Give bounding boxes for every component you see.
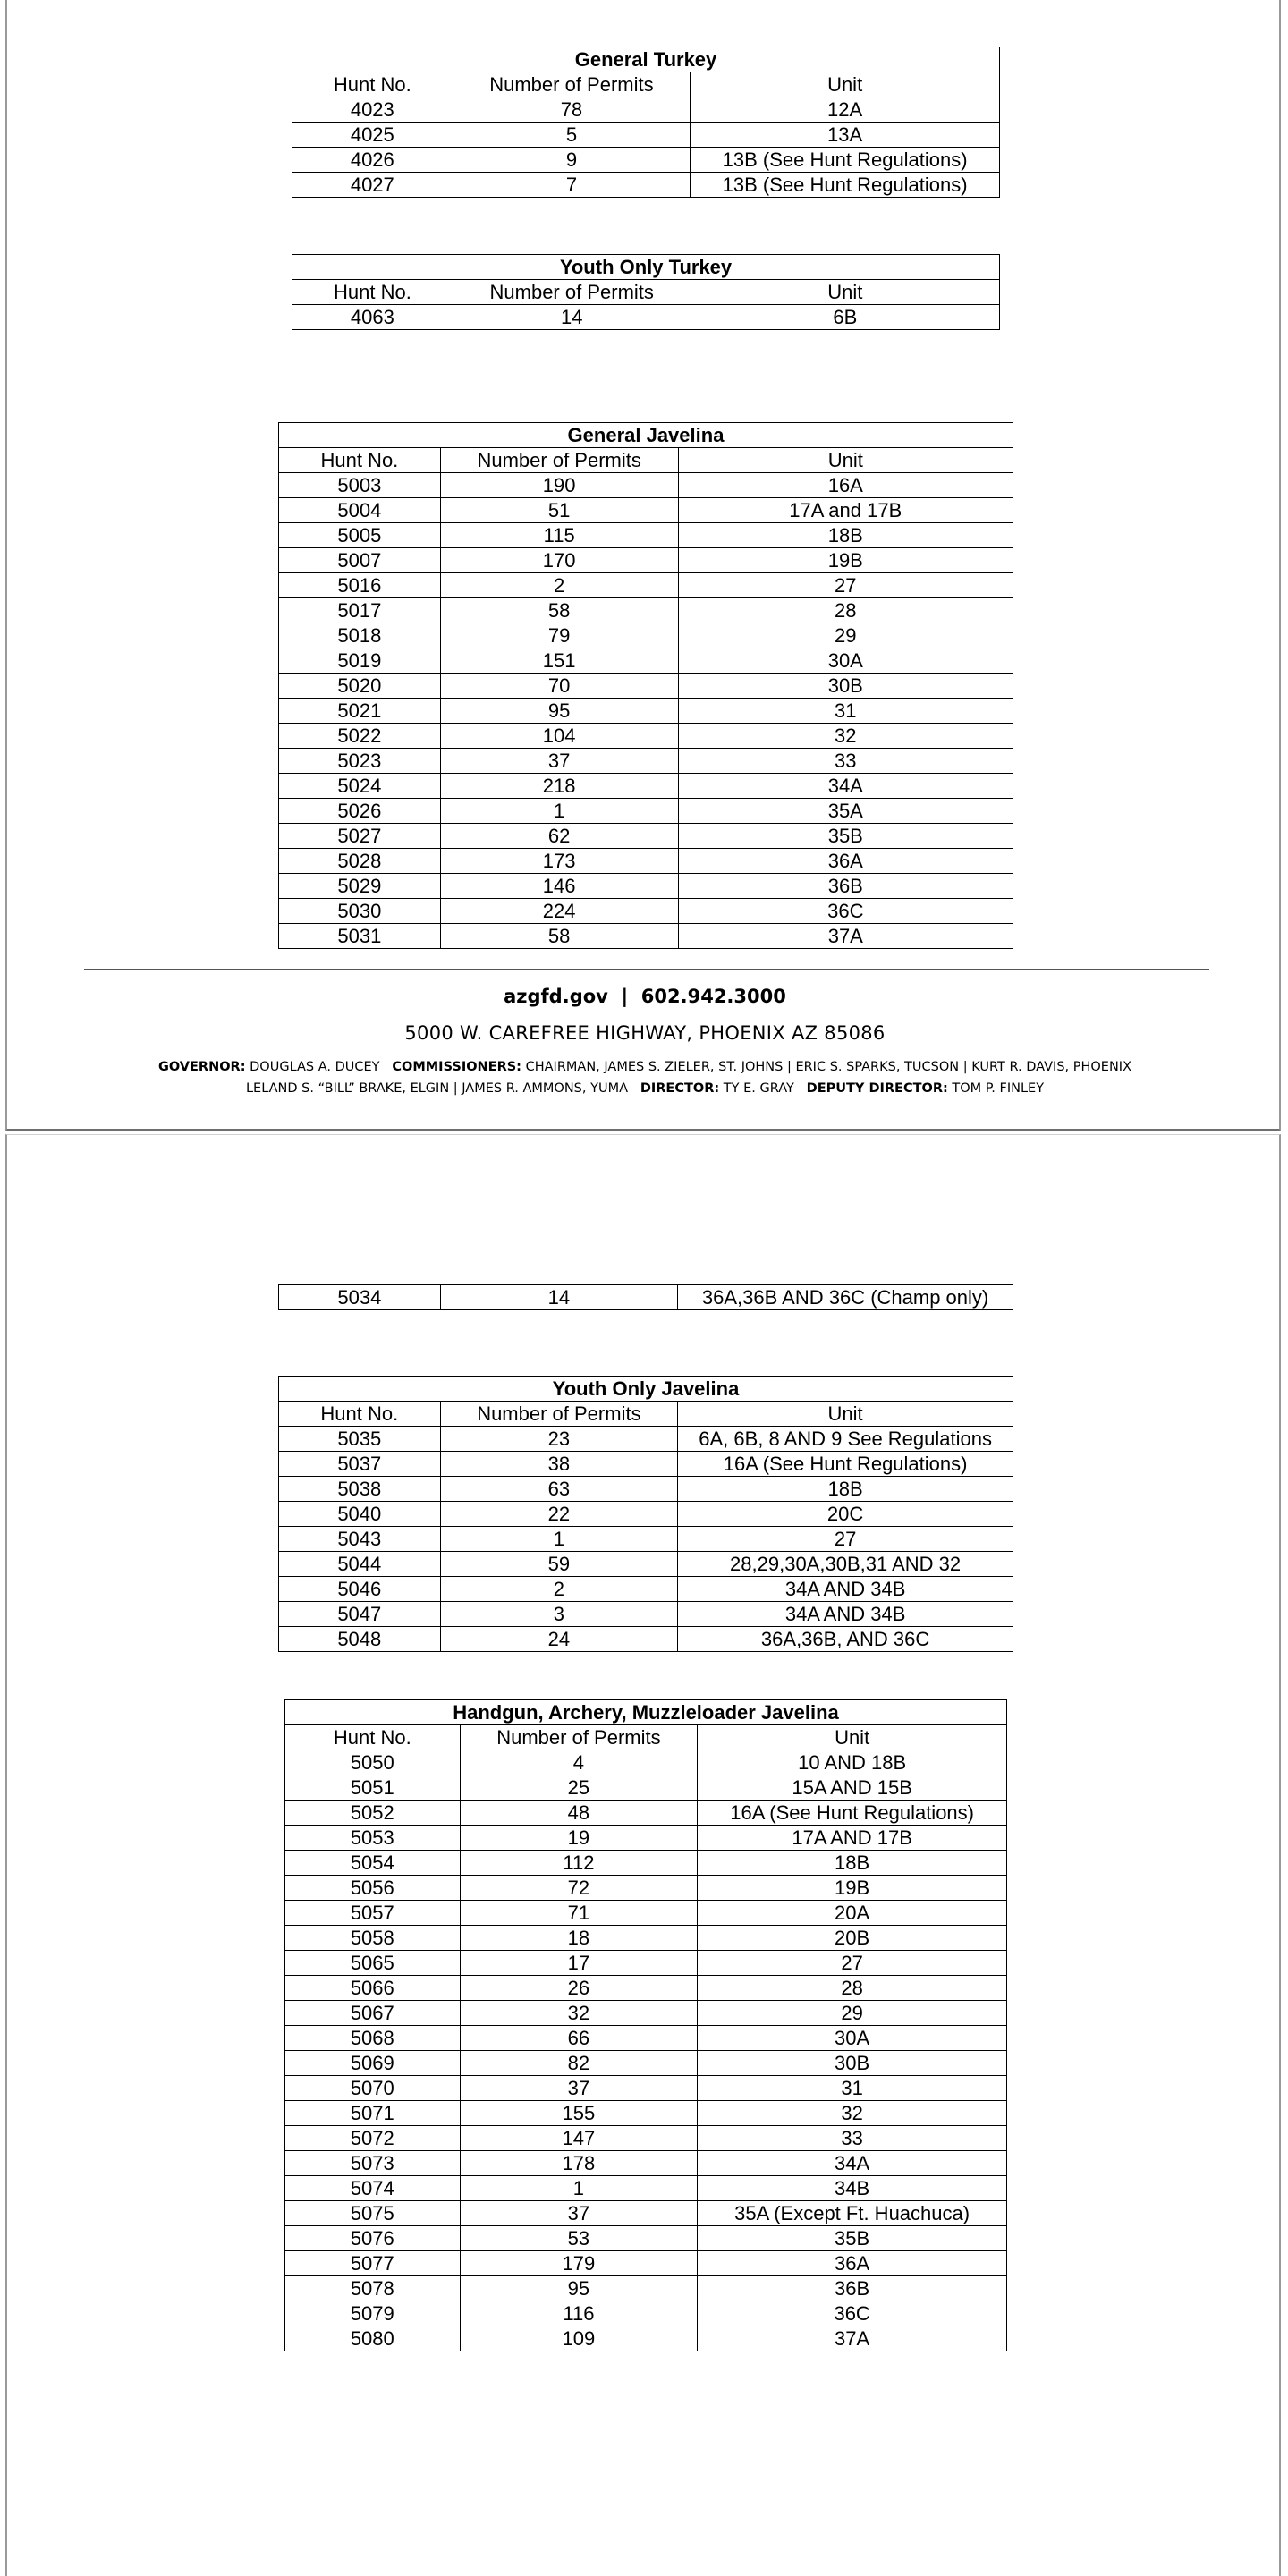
table-row (285, 1901, 1007, 1926)
permit-count-cell: 9 (453, 148, 691, 173)
director-name: TY E. GRAY (723, 1081, 794, 1096)
table-header-row (292, 72, 1000, 97)
table-row (279, 899, 1013, 924)
hunt-number-cell: 5046 (279, 1577, 441, 1602)
table-row (285, 2201, 1007, 2226)
permit-count-cell: 32 (460, 2001, 698, 2026)
hunt-number-cell: 4026 (292, 148, 453, 173)
permit-count-cell: 170 (440, 548, 678, 573)
column-header: Number of Permits (440, 448, 678, 473)
hunt-number-cell: 5068 (285, 2026, 461, 2051)
table-row (285, 1951, 1007, 1976)
permit-count-cell: 24 (440, 1627, 678, 1652)
permit-count-cell: 63 (440, 1477, 678, 1502)
table-row (285, 2151, 1007, 2176)
hunt-number-cell: 5030 (279, 899, 441, 924)
unit-cell: 15A AND 15B (698, 1775, 1007, 1801)
hunt-number-cell: 5035 (279, 1427, 441, 1452)
permit-count-cell: 112 (460, 1851, 698, 1876)
column-header: Unit (698, 1725, 1007, 1750)
permit-count-cell: 70 (440, 674, 678, 699)
permit-count-cell: 82 (460, 2051, 698, 2076)
hunt-number-cell: 5022 (279, 724, 441, 749)
table-row (279, 799, 1013, 824)
unit-cell: 13B (See Hunt Regulations) (691, 148, 1000, 173)
table-row (285, 2326, 1007, 2351)
hunt-number-cell: 5037 (279, 1452, 441, 1477)
unit-cell: 16A (See Hunt Regulations) (698, 1801, 1007, 1826)
unit-cell: 31 (698, 2076, 1007, 2101)
unit-cell: 18B (678, 1477, 1013, 1502)
permit-count-cell: 179 (460, 2251, 698, 2276)
table-row (279, 623, 1013, 648)
table-title: General Turkey (292, 47, 1000, 72)
table-row (279, 749, 1013, 774)
permit-count-cell: 72 (460, 1876, 698, 1901)
permit-count-cell: 5 (453, 123, 691, 148)
permit-count-cell: 3 (440, 1602, 678, 1627)
table-row (285, 1775, 1007, 1801)
unit-cell: 16A (See Hunt Regulations) (678, 1452, 1013, 1477)
commissioners-label: COMMISSIONERS: (392, 1060, 521, 1074)
table-row (285, 1851, 1007, 1876)
hunt-number-cell: 5016 (279, 573, 441, 598)
permit-count-cell: 48 (460, 1801, 698, 1826)
table-row (279, 724, 1013, 749)
column-header: Hunt No. (292, 280, 453, 305)
permit-count-cell: 17 (460, 1951, 698, 1976)
footer-phone: 602.942.3000 (640, 986, 786, 1007)
permit-count-cell: 173 (440, 849, 678, 874)
hunt-number-cell: 5070 (285, 2076, 461, 2101)
table-row (279, 874, 1013, 899)
unit-cell: 32 (698, 2101, 1007, 2126)
permit-count-cell: 95 (460, 2276, 698, 2301)
unit-cell: 30B (698, 2051, 1007, 2076)
hunt-number-cell: 5027 (279, 824, 441, 849)
hunt-number-cell: 5079 (285, 2301, 461, 2326)
permit-count-cell: 51 (440, 498, 678, 523)
hunt-number-cell: 5007 (279, 548, 441, 573)
table-row (279, 1285, 1013, 1310)
unit-cell: 35B (678, 824, 1013, 849)
permit-count-cell: 4 (460, 1750, 698, 1775)
hunt-number-cell: 4027 (292, 173, 453, 198)
unit-cell: 28 (698, 1976, 1007, 2001)
permit-count-cell: 151 (440, 648, 678, 674)
table-row (285, 2001, 1007, 2026)
hunt-number-cell: 5029 (279, 874, 441, 899)
table-title-row (292, 255, 1000, 280)
hunt-number-cell: 5052 (285, 1801, 461, 1826)
hunt-number-cell: 5003 (279, 473, 441, 498)
hunt-number-cell: 5078 (285, 2276, 461, 2301)
hunt-number-cell: 5051 (285, 1775, 461, 1801)
table-row (285, 1801, 1007, 1826)
permit-count-cell: 37 (440, 749, 678, 774)
table-row (279, 1427, 1013, 1452)
table-row (279, 598, 1013, 623)
hunt-number-cell: 4063 (292, 305, 453, 330)
table-title-row (279, 1377, 1013, 1402)
column-header: Hunt No. (279, 1402, 441, 1427)
permit-count-cell: 2 (440, 573, 678, 598)
table-row (279, 573, 1013, 598)
unit-cell: 20A (698, 1901, 1007, 1926)
footer-contact (7, 986, 1283, 1007)
hunt-number-cell: 5019 (279, 648, 441, 674)
unit-cell: 29 (698, 2001, 1007, 2026)
table-row (285, 1750, 1007, 1775)
permit-count-cell: 155 (460, 2101, 698, 2126)
table-row (279, 548, 1013, 573)
hunt-number-cell: 5040 (279, 1502, 441, 1527)
hunt-number-cell: 5067 (285, 2001, 461, 2026)
governor-label: GOVERNOR: (157, 1060, 246, 1074)
table-row (279, 648, 1013, 674)
unit-cell: 27 (698, 1951, 1007, 1976)
unit-cell: 30A (698, 2026, 1007, 2051)
unit-cell: 35B (698, 2226, 1007, 2251)
hunt-number-cell: 5072 (285, 2126, 461, 2151)
table-row (279, 674, 1013, 699)
document-page-2 (5, 1134, 1281, 2576)
table-title: Handgun, Archery, Muzzleloader Javelina (285, 1700, 1007, 1725)
unit-cell: 28 (678, 598, 1013, 623)
table-row (279, 498, 1013, 523)
permit-count-cell: 26 (460, 1976, 698, 2001)
deputy-director-label: DEPUTY DIRECTOR: (806, 1081, 948, 1096)
hunt-number-cell: 5054 (285, 1851, 461, 1876)
unit-cell: 36A,36B AND 36C (Champ only) (678, 1285, 1013, 1310)
unit-cell: 34A (698, 2151, 1007, 2176)
permit-count-cell: 18 (460, 1926, 698, 1951)
column-header: Hunt No. (285, 1725, 461, 1750)
permit-count-cell: 178 (460, 2151, 698, 2176)
permit-count-cell: 19 (460, 1826, 698, 1851)
commissioners-line-2: LELAND S. “BILL” BRAKE, ELGIN | JAMES R. AMMONS, YUMA (245, 1081, 628, 1096)
unit-cell: 16A (678, 473, 1013, 498)
table-row (285, 2226, 1007, 2251)
permit-count-cell: 218 (440, 774, 678, 799)
hunt-number-cell: 5057 (285, 1901, 461, 1926)
permit-count-cell: 37 (460, 2076, 698, 2101)
column-header: Unit (678, 1402, 1013, 1427)
table-row (285, 2176, 1007, 2201)
hunt-number-cell: 5077 (285, 2251, 461, 2276)
hunt-number-cell: 5065 (285, 1951, 461, 1976)
permit-count-cell: 78 (453, 97, 691, 123)
hunt-number-cell: 4023 (292, 97, 453, 123)
hunt-number-cell: 5076 (285, 2226, 461, 2251)
table-row (285, 1926, 1007, 1951)
column-header: Number of Permits (453, 72, 691, 97)
unit-cell: 13A (691, 123, 1000, 148)
permit-count-cell: 62 (440, 824, 678, 849)
hunt-number-cell: 5075 (285, 2201, 461, 2226)
column-header: Unit (678, 448, 1013, 473)
permit-count-cell: 2 (440, 1577, 678, 1602)
unit-cell: 29 (678, 623, 1013, 648)
permit-count-cell: 58 (440, 598, 678, 623)
hunt-number-cell: 5048 (279, 1627, 441, 1652)
unit-cell: 34A AND 34B (678, 1577, 1013, 1602)
unit-cell: 20C (678, 1502, 1013, 1527)
unit-cell: 36B (678, 874, 1013, 899)
unit-cell: 27 (678, 1527, 1013, 1552)
unit-cell: 13B (See Hunt Regulations) (691, 173, 1000, 198)
table-header-row (292, 280, 1000, 305)
hunt-number-cell: 5017 (279, 598, 441, 623)
unit-cell: 35A (Except Ft. Huachuca) (698, 2201, 1007, 2226)
permit-count-cell: 1 (440, 1527, 678, 1552)
table-row (292, 173, 1000, 198)
youth-turkey-table (292, 254, 1000, 330)
hunt-number-cell: 5053 (285, 1826, 461, 1851)
unit-cell: 17A AND 17B (698, 1826, 1007, 1851)
unit-cell: 34B (698, 2176, 1007, 2201)
hunt-number-cell: 5018 (279, 623, 441, 648)
unit-cell: 30B (678, 674, 1013, 699)
hunt-number-cell: 5031 (279, 924, 441, 949)
table-row (279, 1577, 1013, 1602)
table-header-row (285, 1725, 1007, 1750)
table-row (279, 1502, 1013, 1527)
deputy-director-name: TOM P. FINLEY (952, 1081, 1045, 1096)
table-row (279, 473, 1013, 498)
table-row (285, 2076, 1007, 2101)
unit-cell: 33 (698, 2126, 1007, 2151)
permit-count-cell: 146 (440, 874, 678, 899)
unit-cell: 17A and 17B (678, 498, 1013, 523)
column-header: Unit (691, 280, 999, 305)
unit-cell: 35A (678, 799, 1013, 824)
table-row (285, 2251, 1007, 2276)
footer-address: 5000 W. CAREFREE HIGHWAY, PHOENIX AZ 85086 (404, 1022, 886, 1044)
unit-cell: 12A (691, 97, 1000, 123)
table-row (285, 1826, 1007, 1851)
unit-cell: 19B (678, 548, 1013, 573)
unit-cell: 27 (678, 573, 1013, 598)
permit-count-cell: 1 (460, 2176, 698, 2201)
unit-cell: 34A (678, 774, 1013, 799)
hunt-number-cell: 5066 (285, 1976, 461, 2001)
hunt-number-cell: 4025 (292, 123, 453, 148)
table-row (292, 97, 1000, 123)
hunt-number-cell: 5047 (279, 1602, 441, 1627)
table-row (279, 1602, 1013, 1627)
column-header: Unit (691, 72, 1000, 97)
table-row (279, 1527, 1013, 1552)
table-row (292, 305, 1000, 330)
table-row (292, 123, 1000, 148)
table-row (279, 1477, 1013, 1502)
permit-count-cell: 7 (453, 173, 691, 198)
column-header: Hunt No. (292, 72, 453, 97)
unit-cell: 36A (678, 849, 1013, 874)
table-title-row (279, 423, 1013, 448)
hunt-number-cell: 5020 (279, 674, 441, 699)
unit-cell: 31 (678, 699, 1013, 724)
table-row (279, 1627, 1013, 1652)
ham-javelina-table (284, 1699, 1007, 2351)
unit-cell: 28,29,30A,30B,31 AND 32 (678, 1552, 1013, 1577)
table-row (279, 924, 1013, 949)
permit-count-cell: 37 (460, 2201, 698, 2226)
hunt-number-cell: 5004 (279, 498, 441, 523)
permit-count-cell: 23 (440, 1427, 678, 1452)
javelina-continued-table (278, 1284, 1013, 1310)
table-row (285, 2026, 1007, 2051)
table-header-row (279, 448, 1013, 473)
hunt-number-cell: 5043 (279, 1527, 441, 1552)
permit-count-cell: 109 (460, 2326, 698, 2351)
hunt-number-cell: 5026 (279, 799, 441, 824)
permit-count-cell: 14 (440, 1285, 677, 1310)
table-row (279, 699, 1013, 724)
hunt-number-cell: 5024 (279, 774, 441, 799)
permit-count-cell: 79 (440, 623, 678, 648)
director-label: DIRECTOR: (640, 1081, 720, 1096)
permit-count-cell: 190 (440, 473, 678, 498)
hunt-number-cell: 5058 (285, 1926, 461, 1951)
youth-javelina-table (278, 1376, 1013, 1652)
permit-count-cell: 58 (440, 924, 678, 949)
permit-count-cell: 147 (460, 2126, 698, 2151)
permit-count-cell: 25 (460, 1775, 698, 1801)
table-row (285, 2051, 1007, 2076)
permit-count-cell: 22 (440, 1502, 678, 1527)
footer-website: azgfd.gov (504, 986, 608, 1007)
column-header: Hunt No. (279, 448, 441, 473)
hunt-number-cell: 5038 (279, 1477, 441, 1502)
unit-cell: 20B (698, 1926, 1007, 1951)
table-row (279, 774, 1013, 799)
unit-cell: 36C (698, 2301, 1007, 2326)
table-title: General Javelina (279, 423, 1013, 448)
unit-cell: 37A (678, 924, 1013, 949)
table-row (279, 1552, 1013, 1577)
column-header: Number of Permits (460, 1725, 698, 1750)
unit-cell: 37A (698, 2326, 1007, 2351)
table-title: Youth Only Turkey (292, 255, 1000, 280)
table-row (285, 2276, 1007, 2301)
permit-count-cell: 224 (440, 899, 678, 924)
table-row (285, 1876, 1007, 1901)
unit-cell: 33 (678, 749, 1013, 774)
table-row (279, 849, 1013, 874)
column-header: Number of Permits (453, 280, 691, 305)
hunt-number-cell: 5021 (279, 699, 441, 724)
unit-cell: 18B (698, 1851, 1007, 1876)
unit-cell: 32 (678, 724, 1013, 749)
permit-count-cell: 95 (440, 699, 678, 724)
hunt-number-cell: 5069 (285, 2051, 461, 2076)
unit-cell: 19B (698, 1876, 1007, 1901)
general-turkey-table (292, 47, 1000, 198)
table-title: Youth Only Javelina (279, 1377, 1013, 1402)
table-row (279, 1452, 1013, 1477)
hunt-number-cell: 5028 (279, 849, 441, 874)
commissioners-line-1: CHAIRMAN, JAMES S. ZIELER, ST. JOHNS | ERIC S. SPARKS, TUCSON | KURT R. DAVIS, PHOENIX (525, 1060, 1132, 1074)
unit-cell: 34A AND 34B (678, 1602, 1013, 1627)
unit-cell: 30A (678, 648, 1013, 674)
unit-cell: 36B (698, 2276, 1007, 2301)
permit-count-cell: 14 (453, 305, 691, 330)
permit-count-cell: 38 (440, 1452, 678, 1477)
permit-count-cell: 116 (460, 2301, 698, 2326)
hunt-number-cell: 5005 (279, 523, 441, 548)
hunt-number-cell: 5056 (285, 1876, 461, 1901)
table-row (285, 2301, 1007, 2326)
permit-count-cell: 66 (460, 2026, 698, 2051)
hunt-number-cell: 5071 (285, 2101, 461, 2126)
table-row (285, 2101, 1007, 2126)
permit-count-cell: 115 (440, 523, 678, 548)
governor-name: DOUGLAS A. DUCEY (250, 1060, 380, 1074)
unit-cell: 10 AND 18B (698, 1750, 1007, 1775)
column-header: Number of Permits (440, 1402, 678, 1427)
general-javelina-table (278, 422, 1013, 949)
hunt-number-cell: 5073 (285, 2151, 461, 2176)
table-title-row (292, 47, 1000, 72)
permit-count-cell: 59 (440, 1552, 678, 1577)
unit-cell: 36A,36B, AND 36C (678, 1627, 1013, 1652)
table-row (279, 523, 1013, 548)
permit-count-cell: 104 (440, 724, 678, 749)
footer-officials-line-1 (7, 1060, 1283, 1074)
unit-cell: 18B (678, 523, 1013, 548)
unit-cell: 6A, 6B, 8 AND 9 See Regulations (678, 1427, 1013, 1452)
footer-separator: | (621, 986, 629, 1007)
hunt-number-cell: 5034 (279, 1285, 441, 1310)
unit-cell: 6B (691, 305, 999, 330)
unit-cell: 36C (678, 899, 1013, 924)
table-title-row (285, 1700, 1007, 1725)
table-header-row (279, 1402, 1013, 1427)
permit-count-cell: 1 (440, 799, 678, 824)
table-row (279, 824, 1013, 849)
footer-officials-line-2 (7, 1081, 1283, 1096)
hunt-number-cell: 5044 (279, 1552, 441, 1577)
permit-count-cell: 71 (460, 1901, 698, 1926)
hunt-number-cell: 5080 (285, 2326, 461, 2351)
hunt-number-cell: 5023 (279, 749, 441, 774)
table-row (285, 1976, 1007, 2001)
permit-count-cell: 53 (460, 2226, 698, 2251)
hunt-number-cell: 5074 (285, 2176, 461, 2201)
footer-divider (84, 969, 1209, 970)
hunt-number-cell: 5050 (285, 1750, 461, 1775)
document-page-1 (5, 0, 1281, 1131)
table-row (292, 148, 1000, 173)
table-row (285, 2126, 1007, 2151)
unit-cell: 36A (698, 2251, 1007, 2276)
